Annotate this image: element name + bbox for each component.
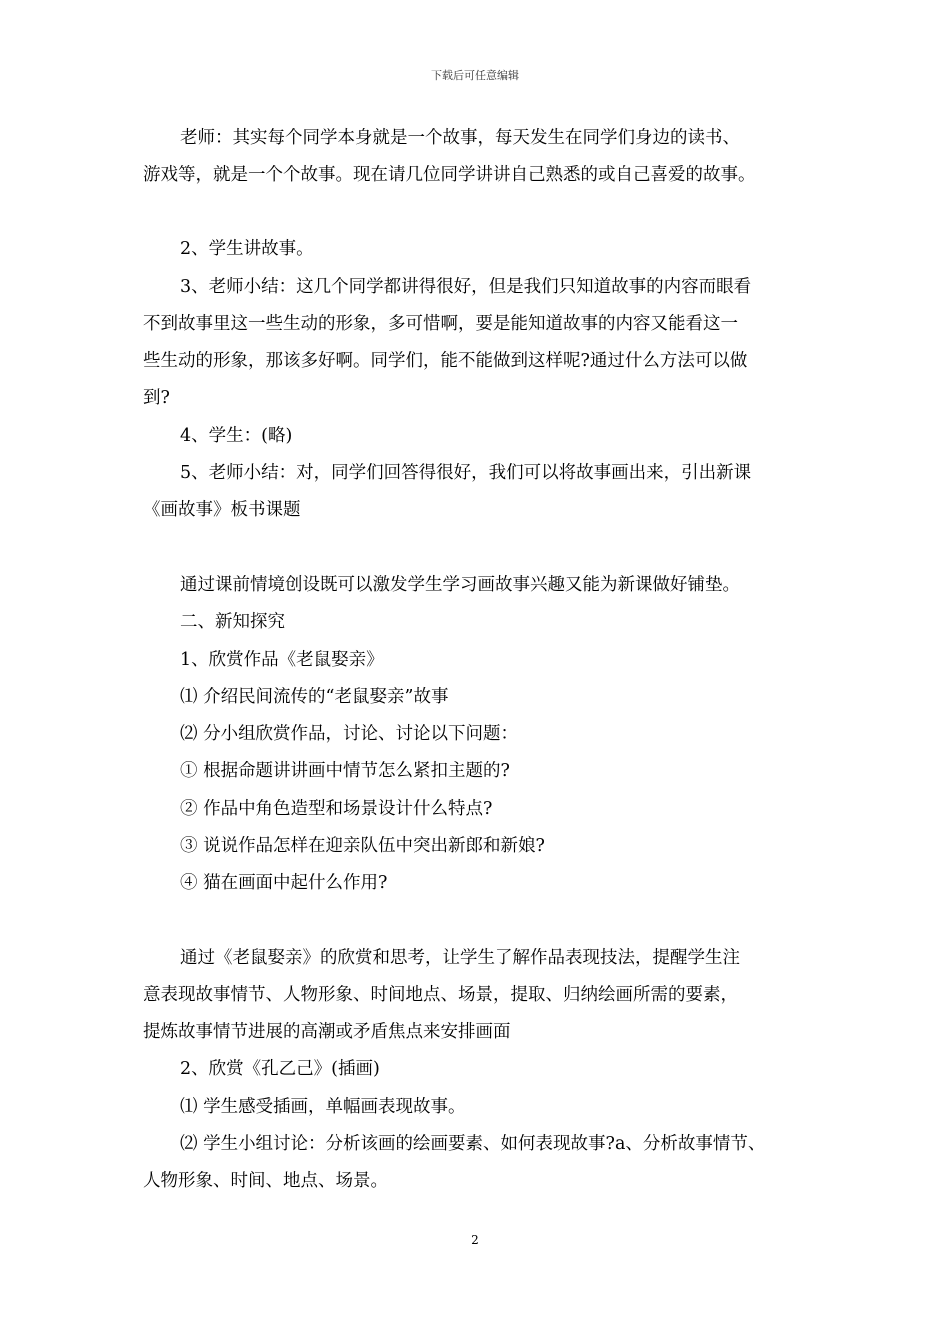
- paragraph-line: 不到故事里这一些生动的形象，多可惜啊，要是能知道故事的内容又能看这一: [143, 314, 738, 334]
- paragraph-line: 些生动的形象，那该多好啊。同学们，能不能做到这样呢?通过什么方法可以做: [143, 351, 748, 371]
- page-number: 2: [471, 1233, 479, 1247]
- list-item: ① 根据命题讲讲画中情节怎么紧扣主题的?: [180, 761, 510, 781]
- paragraph-line: ⑵ 学生小组讨论：分析该画的绘画要素、如何表现故事?a、分析故事情节、: [180, 1134, 766, 1154]
- paragraph-line: ⑴ 介绍民间流传的“老鼠娶亲”故事: [180, 687, 449, 707]
- paragraph-line: 1、欣赏作品《老鼠娶亲》: [180, 650, 384, 670]
- paragraph-line: 提炼故事情节进展的高潮或矛盾焦点来安排画面: [143, 1022, 511, 1042]
- list-item: ② 作品中角色造型和场景设计什么特点?: [180, 799, 493, 819]
- paragraph-line: 意表现故事情节、人物形象、时间地点、场景，提取、归纳绘画所需的要素，: [143, 985, 738, 1005]
- paragraph-line: 2、欣赏《孔乙己》(插画): [180, 1059, 380, 1079]
- paragraph-line: 游戏等，就是一个个故事。现在请几位同学讲讲自己熟悉的或自己喜爱的故事。: [143, 165, 756, 185]
- paragraph-line: 老师：其实每个同学本身就是一个故事，每天发生在同学们身边的读书、: [180, 128, 740, 148]
- page-header: 下载后可任意编辑: [431, 69, 519, 82]
- list-item: ③ 说说作品怎样在迎亲队伍中突出新郎和新娘?: [180, 836, 545, 856]
- paragraph-line: 3、老师小结：这几个同学都讲得很好，但是我们只知道故事的内容而眼看: [180, 277, 752, 297]
- paragraph-line: 人物形象、时间、地点、场景。: [143, 1171, 388, 1191]
- paragraph-line: 《画故事》板书课题: [143, 500, 301, 520]
- paragraph-line: ⑵ 分小组欣赏作品，讨论、讨论以下问题：: [180, 724, 519, 744]
- paragraph-line: 到?: [143, 388, 170, 408]
- paragraph-line: 4、学生：(略): [180, 426, 293, 446]
- paragraph-line: 通过课前情境创设既可以激发学生学习画故事兴趣又能为新课做好铺垫。: [180, 575, 740, 595]
- section-heading: 二、新知探究: [180, 612, 285, 632]
- paragraph-line: 通过《老鼠娶亲》的欣赏和思考，让学生了解作品表现技法，提醒学生注: [180, 948, 740, 968]
- paragraph-line: 2、学生讲故事。: [180, 239, 314, 259]
- list-item: ④ 猫在画面中起什么作用?: [180, 873, 388, 893]
- paragraph-line: ⑴ 学生感受插画，单幅画表现故事。: [180, 1097, 466, 1117]
- paragraph-line: 5、老师小结：对，同学们回答得很好，我们可以将故事画出来，引出新课: [180, 463, 752, 483]
